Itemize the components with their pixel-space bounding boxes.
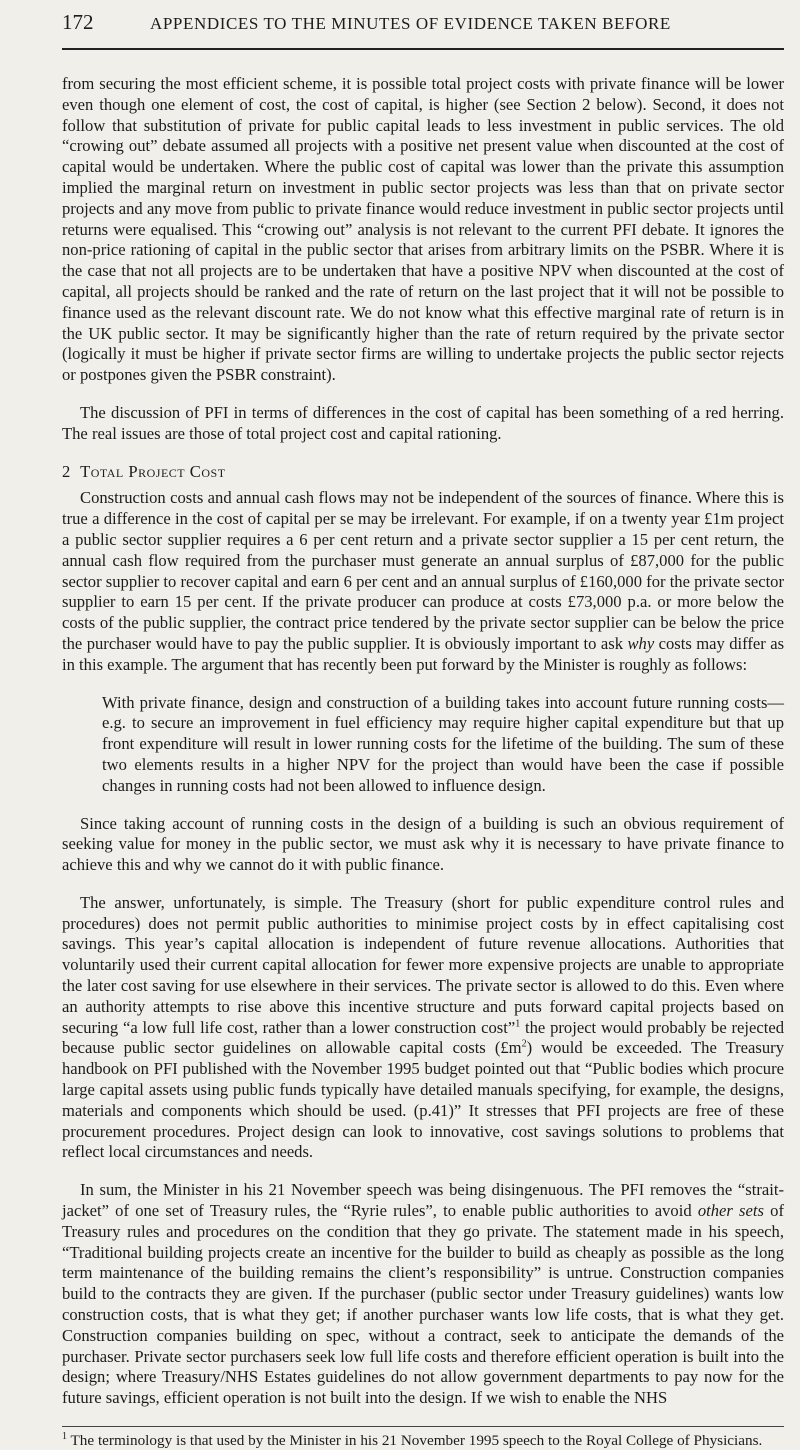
document-page [62,10,784,1450]
paragraph-3: Construction costs and annual cash flows may not be independent of the sources of finance. Where this is true a difference in the cost of capital per se may be irrelevant. For example, if on a twenty year £1m project a public sector supplier requires a 6 per cent return and a private sector supplier a 15 per cent return, the annual cash flow required from the purchaser must generate an annual surplus of £87,000 for the public sector supplier to recover capital and earn 6 per cent and an annual surplus of £160,000 for the private sector supplier to earn 15 per cent. If the private producer can produce at costs £73,000 p.a. or more below the costs of the public supplier, the contract price tendered by the private sector supplier can be below the price the purchaser would have to pay the public supplier. It is obviously important to ask why costs may differ as in this example. The argument that has recently been put forward by the Minister is roughly as follows: [62,488,785,674]
emphasis-why: why [627,633,655,653]
page-header [62,10,784,50]
document-body [62,74,784,1409]
running-head: APPENDICES TO THE MINUTES OF EVIDENCE TAKEN BEFORE [150,14,671,33]
paragraph-6: In sum, the Minister in his 21 November speech was being disingenuous. The PFI removes the “strait-jacket” of one set of Treasury rules, the “Ryrie rules”, to enable public authorities to avoid other sets of Treasury rules and procedures on the condition that they go private. The statement made in his speech, “Traditional building projects create an incentive for the builder to build as cheaply as possible as the long term maintenance of the building remains the client’s responsibility” is untrue. Construction companies build to the contracts they are given. If the purchaser (public sector under Treasury guidelines) wants low construction costs, that is what they get; if another purchaser wants low life costs, that is what they get. Construction companies building on spec, without a contract, seek to anticipate the demands of the purchaser. Private sector purchasers seek low full life costs and therefore efficient operation is built into the design; where Treasury/NHS Estates guidelines do not allow government departments to pay now for the future savings, efficient operation is not built into the design. If we wish to enable the NHS [62,1180,784,1408]
page-number: 172 [62,10,94,34]
paragraph-5: The answer, unfortunately, is simple. The Treasury (short for public expenditure control rules and procedures) does not permit public authorities to minimise project costs by in effect capitalising cost savings. This year’s capital allocation is independent of future revenue allocations. Authorities that voluntarily used their current capital allocation for fewer more expensive projects are unable to appropriate the later cost saving for use elsewhere in their services. The private sector is allowed to do this. Even where an authority attempts to rise above this incentive structure and puts forward capital projects based on securing “a low full life cost, rather than a lower construction cost”$^1$ the project would probably be rejected because public sector guidelines on allowable capital costs $(£m^2)$ would be exceeded. The Treasury handbook on PFI published with the November 1995 budget pointed out that “Public bodies which procure large capital assets using public funds typically have detailed manuals specifying, for example, the designs, materials and components which should be used. (p.41)” It stresses that PFI projects are free of these procurement procedures. Project design can look to innovative, cost savings solutions to problems that reflect local circumstances and needs. [62,892,785,1162]
emphasis-other-sets: other sets [697,1201,764,1221]
section-number: 2 [62,461,71,481]
footnote [62,1431,784,1450]
footnote-divider [62,1426,784,1427]
block-quote: With private finance, design and construction of a building takes into account future running costs—e.g. to secure an improvement in fuel efficiency may require higher capital expenditure but that up front expenditure will result in lower running costs for the lifetime of the building. The sum of these two elements results in a higher NPV for the project than would have been the case if possible changes in running costs had not been allowed to influence design. [102,692,784,795]
paragraph-4: Since taking account of running costs in the design of a building is such an obvious requirement of seeking value for money in the public sector, we must ask why it is necessary to have private finance to achieve this and why we cannot do it with public finance. [62,813,784,875]
paragraph-1: from securing the most efficient scheme, it is possible total project costs with private finance will be lower even though one element of cost, the cost of capital, is higher (see Section 2 below). Second, it does not follow that substitution of private for public capital leads to less investment in public services. The old “crowing out” debate assumed all projects with a positive net present value when discounted at the cost of capital would be undertaken. Where the public cost of capital was lower than the private this assumption implied the marginal return on investment in public sector projects was less than that on private sector projects and any move from public to private finance would reduce investment in public sector projects until returns were equalised. This “crowing out” analysis is not relevant to the current PFI debate. It ignores the non-price rationing of capital in the public sector that arises from arbitrary limits on the PSBR. Where it is the case that not all projects are to be undertaken that have a positive NPV when discounted at the cost of capital, all projects should be ranked and the rate of return on the last project that it will not be possible to finance used as the relevant discount rate. We do not know what this effective marginal rate of return is in the UK public sector. It may be significantly higher than the rate of return required by the private sector (logically it must be higher if private sector firms are willing to undertake projects the public sector rejects or postpones given the PSBR constraint). [62,74,784,385]
paragraph-2: The discussion of PFI in terms of differences in the cost of capital has been something of a red herring. The real issues are those of total project cost and capital rationing. [62,402,784,443]
section-heading [62,462,784,483]
section-title: Total Project Cost [80,461,226,481]
footnote-ref[interactable]: 1 [515,1018,521,1030]
footnote-marker: 1 [62,1430,67,1442]
footnote-text: The terminology is that used by the Minister in his 21 November 1995 speech to the Royal College of Physicians. [70,1432,763,1450]
